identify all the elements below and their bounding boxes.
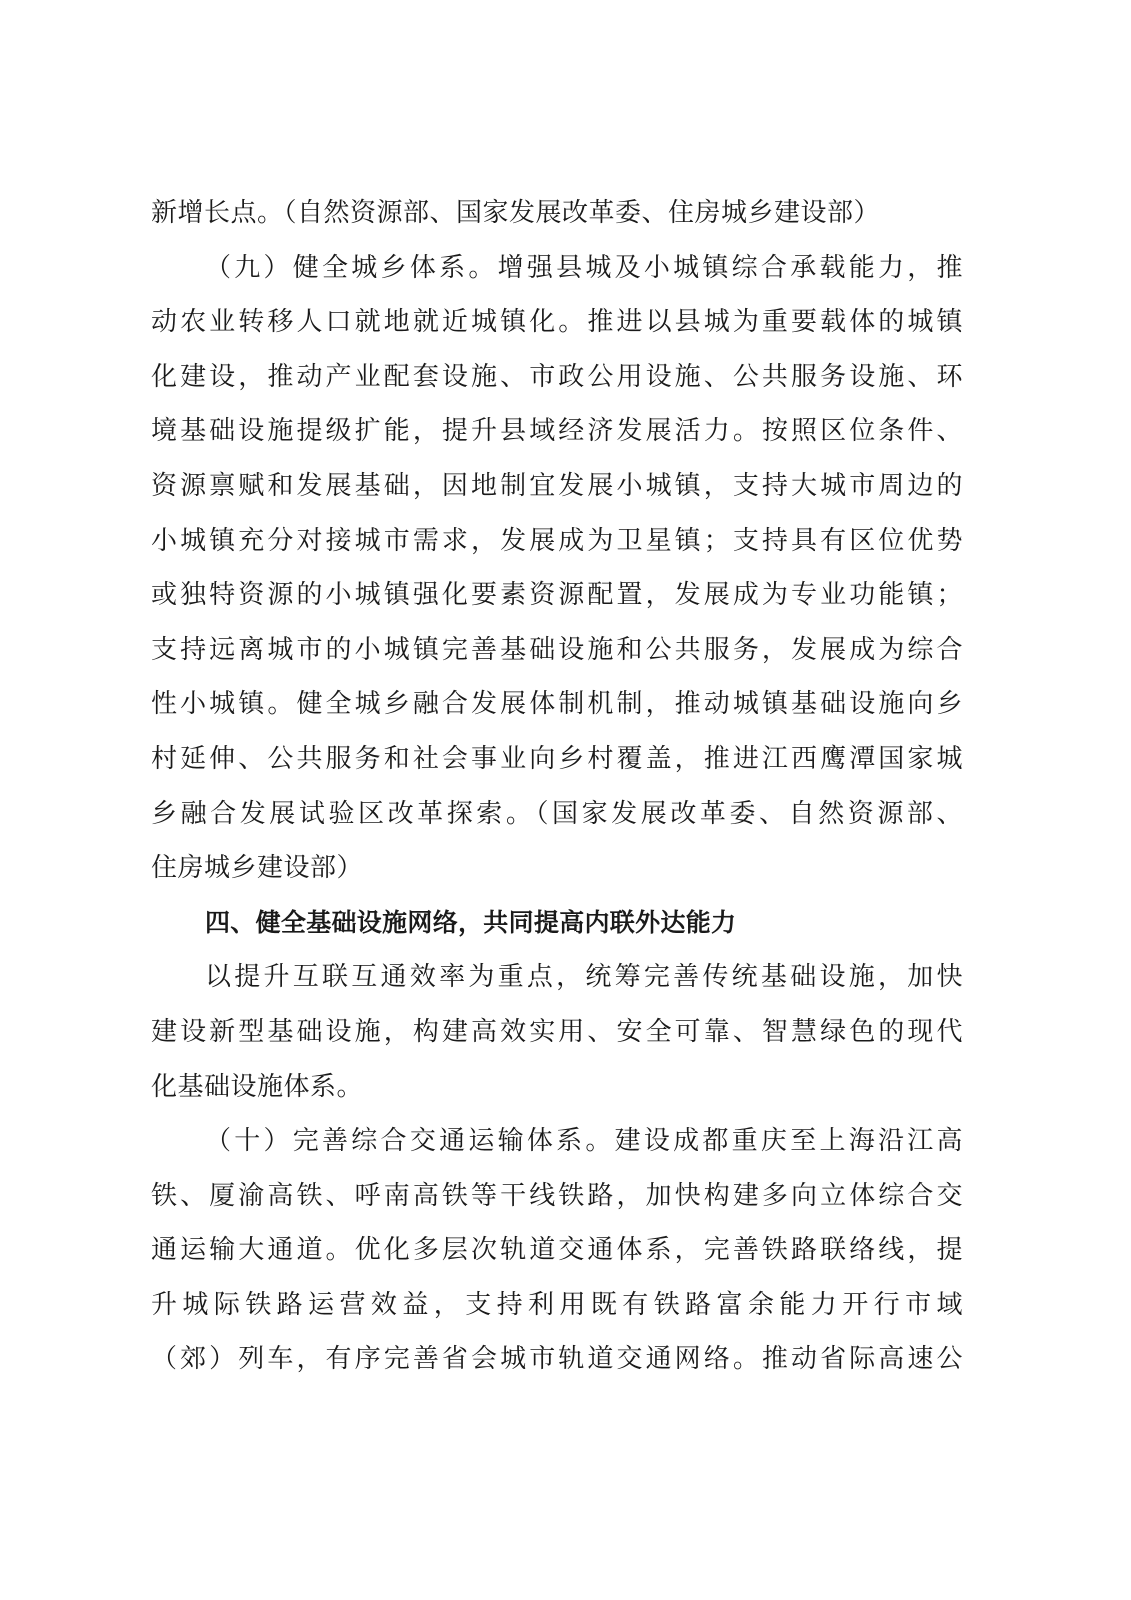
paragraph-line: 化基础设施体系。 — [151, 1071, 364, 1102]
paragraph-line: 住房城乡建设部） — [151, 853, 364, 884]
paragraph-line: 小城镇充分对接城市需求，发展成为卫星镇；支持具有区位优势 — [151, 525, 963, 556]
paragraph-line: 通运输大通道。优化多层次轨道交通体系，完善铁路联络线，提 — [151, 1235, 963, 1266]
section-heading: 四、健全基础设施网络，共同提高内联外达能力 — [205, 907, 737, 937]
paragraph-line: （九）健全城乡体系。增强县城及小城镇综合承载能力，推 — [205, 252, 963, 283]
paragraph-line: 铁、厦渝高铁、呼南高铁等干线铁路，加快构建多向立体综合交 — [151, 1180, 963, 1211]
paragraph-line: （郊）列车，有序完善省会城市轨道交通网络。推动省际高速公 — [151, 1344, 963, 1375]
document-body — [151, 186, 963, 1387]
paragraph-line: 建设新型基础设施，构建高效实用、安全可靠、智慧绿色的现代 — [151, 1016, 963, 1047]
paragraph-line: 动农业转移人口就地就近城镇化。推进以县城为重要载体的城镇 — [151, 307, 963, 338]
paragraph-line: 资源禀赋和发展基础，因地制宜发展小城镇，支持大城市周边的 — [151, 470, 963, 501]
paragraph-line: 性小城镇。健全城乡融合发展体制机制，推动城镇基础设施向乡 — [151, 689, 963, 720]
paragraph-line: 乡融合发展试验区改革探索。（国家发展改革委、自然资源部、 — [151, 798, 963, 829]
paragraph-line: 境基础设施提级扩能，提升县域经济发展活力。按照区位条件、 — [151, 416, 963, 447]
paragraph-line: 化建设，推动产业配套设施、市政公用设施、公共服务设施、环 — [151, 361, 963, 392]
paragraph-line: 升城际铁路运营效益，支持利用既有铁路富余能力开行市域 — [151, 1289, 963, 1320]
paragraph-line: 村延伸、公共服务和社会事业向乡村覆盖，推进江西鹰潭国家城 — [151, 743, 963, 774]
paragraph-line: 或独特资源的小城镇强化要素资源配置，发展成为专业功能镇； — [151, 580, 963, 611]
paragraph-line: 支持远离城市的小城镇完善基础设施和公共服务，发展成为综合 — [151, 634, 963, 665]
paragraph-line: （十）完善综合交通运输体系。建设成都重庆至上海沿江高 — [205, 1126, 963, 1157]
paragraph-line: 新增长点。（自然资源部、国家发展改革委、住房城乡建设部） — [151, 198, 881, 228]
paragraph-line: 以提升互联互通效率为重点，统筹完善传统基础设施，加快 — [205, 962, 963, 993]
